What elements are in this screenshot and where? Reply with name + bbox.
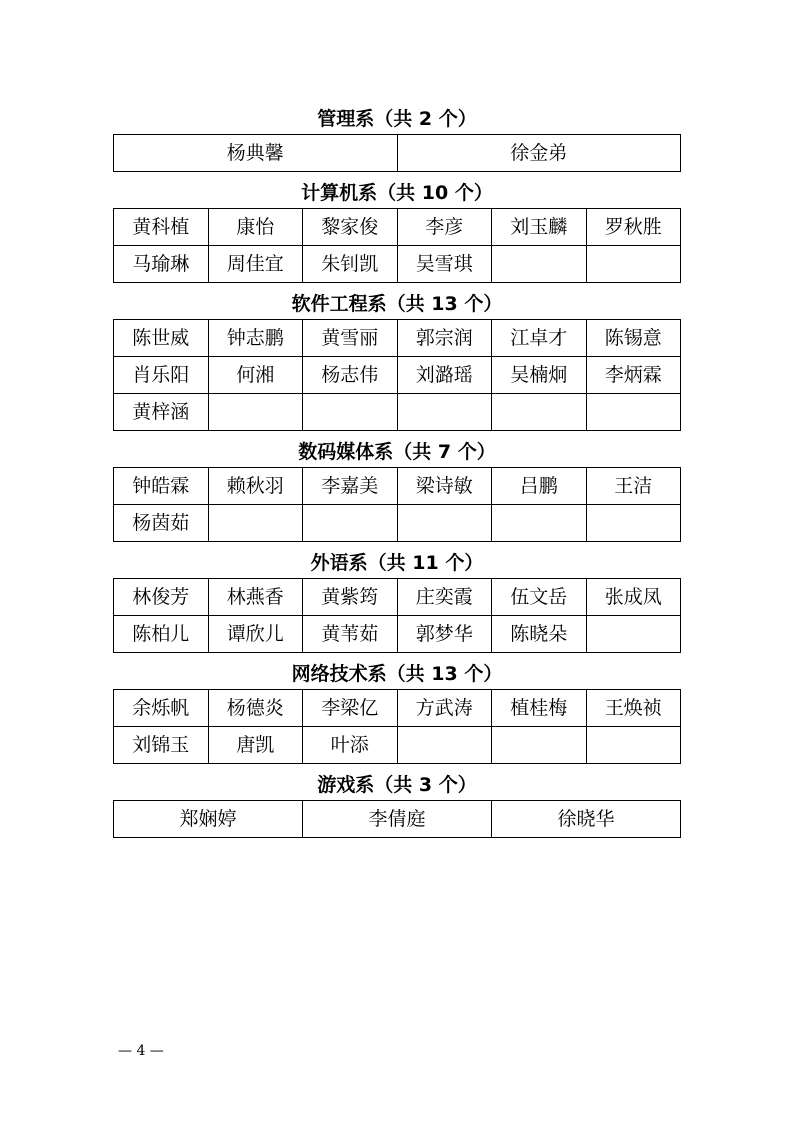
name-cell [397, 394, 492, 431]
name-cell: 谭欣儿 [208, 616, 303, 653]
name-cell: 陈世威 [114, 320, 209, 357]
name-cell: 徐金弟 [397, 135, 681, 172]
section-heading: 数码媒体系（共 7 个） [298, 441, 496, 463]
name-cell: 杨典馨 [114, 135, 398, 172]
name-cell: 余烁帆 [114, 690, 209, 727]
name-cell: 康怡 [208, 209, 303, 246]
section-heading: 软件工程系（共 13 个） [291, 293, 503, 315]
name-cell: 庄奕霞 [397, 579, 492, 616]
name-cell: 李梁亿 [303, 690, 398, 727]
section-heading: 外语系（共 11 个） [310, 552, 484, 574]
table-row [114, 246, 681, 283]
name-table [113, 467, 681, 542]
name-cell: 刘玉麟 [492, 209, 587, 246]
name-cell: 王洁 [586, 468, 681, 505]
table-row [114, 394, 681, 431]
name-cell: 肖乐阳 [114, 357, 209, 394]
name-cell [303, 394, 398, 431]
section-heading: 游戏系（共 3 个） [317, 774, 477, 796]
table-row [114, 727, 681, 764]
name-cell: 吴雪琪 [397, 246, 492, 283]
name-cell [586, 394, 681, 431]
name-cell [492, 727, 587, 764]
name-cell [586, 246, 681, 283]
name-cell: 钟志鹏 [208, 320, 303, 357]
name-cell: 杨德炎 [208, 690, 303, 727]
name-cell: 张成凤 [586, 579, 681, 616]
name-cell [397, 505, 492, 542]
name-cell: 周佳宜 [208, 246, 303, 283]
name-table [113, 134, 681, 172]
name-cell: 伍文岳 [492, 579, 587, 616]
name-cell: 黄科植 [114, 209, 209, 246]
name-table [113, 800, 681, 838]
name-cell [397, 727, 492, 764]
page-number: — 4 — [118, 1043, 164, 1059]
name-cell [208, 505, 303, 542]
name-cell: 郑娴婷 [114, 801, 303, 838]
name-cell [492, 394, 587, 431]
name-table [113, 319, 681, 431]
name-cell: 杨志伟 [303, 357, 398, 394]
table-row [114, 209, 681, 246]
name-cell: 黄雪丽 [303, 320, 398, 357]
name-cell: 朱钊凯 [303, 246, 398, 283]
name-cell: 郭梦华 [397, 616, 492, 653]
table-row [114, 616, 681, 653]
name-cell [586, 505, 681, 542]
section-heading: 管理系（共 2 个） [317, 108, 477, 130]
table-row [114, 801, 681, 838]
name-cell: 吴楠炯 [492, 357, 587, 394]
name-cell: 钟皓霖 [114, 468, 209, 505]
name-cell: 黄梓涵 [114, 394, 209, 431]
name-cell: 马瑜琳 [114, 246, 209, 283]
name-cell: 李倩庭 [303, 801, 492, 838]
table-row [114, 320, 681, 357]
name-cell: 李嘉美 [303, 468, 398, 505]
name-cell: 罗秋胜 [586, 209, 681, 246]
table-row [114, 690, 681, 727]
name-cell: 王焕祯 [586, 690, 681, 727]
name-cell: 梁诗敏 [397, 468, 492, 505]
name-cell [586, 616, 681, 653]
name-cell: 唐凯 [208, 727, 303, 764]
name-cell [586, 727, 681, 764]
name-cell: 黎家俊 [303, 209, 398, 246]
name-cell: 刘锦玉 [114, 727, 209, 764]
name-cell [303, 505, 398, 542]
name-cell [492, 505, 587, 542]
name-cell: 刘潞瑶 [397, 357, 492, 394]
name-cell: 黄苇茹 [303, 616, 398, 653]
name-table [113, 208, 681, 283]
table-row [114, 135, 681, 172]
name-cell: 陈柏儿 [114, 616, 209, 653]
name-cell: 李彦 [397, 209, 492, 246]
name-cell [208, 394, 303, 431]
name-cell: 何湘 [208, 357, 303, 394]
name-table [113, 689, 681, 764]
name-cell: 林俊芳 [114, 579, 209, 616]
section-heading: 网络技术系（共 13 个） [291, 663, 503, 685]
table-row [114, 579, 681, 616]
name-cell: 吕鹏 [492, 468, 587, 505]
document-body [113, 104, 681, 844]
name-cell [492, 246, 587, 283]
name-table [113, 578, 681, 653]
name-cell: 黄紫筠 [303, 579, 398, 616]
name-cell: 杨茵茹 [114, 505, 209, 542]
table-row [114, 357, 681, 394]
name-cell: 陈晓朵 [492, 616, 587, 653]
name-cell: 赖秋羽 [208, 468, 303, 505]
table-row [114, 468, 681, 505]
name-cell: 方武涛 [397, 690, 492, 727]
name-cell: 李炳霖 [586, 357, 681, 394]
name-cell: 叶添 [303, 727, 398, 764]
section-heading: 计算机系（共 10 个） [301, 182, 493, 204]
name-cell: 江卓才 [492, 320, 587, 357]
name-cell: 徐晓华 [492, 801, 681, 838]
name-cell: 林燕香 [208, 579, 303, 616]
name-cell: 郭宗润 [397, 320, 492, 357]
name-cell: 植桂梅 [492, 690, 587, 727]
table-row [114, 505, 681, 542]
name-cell: 陈锡意 [586, 320, 681, 357]
